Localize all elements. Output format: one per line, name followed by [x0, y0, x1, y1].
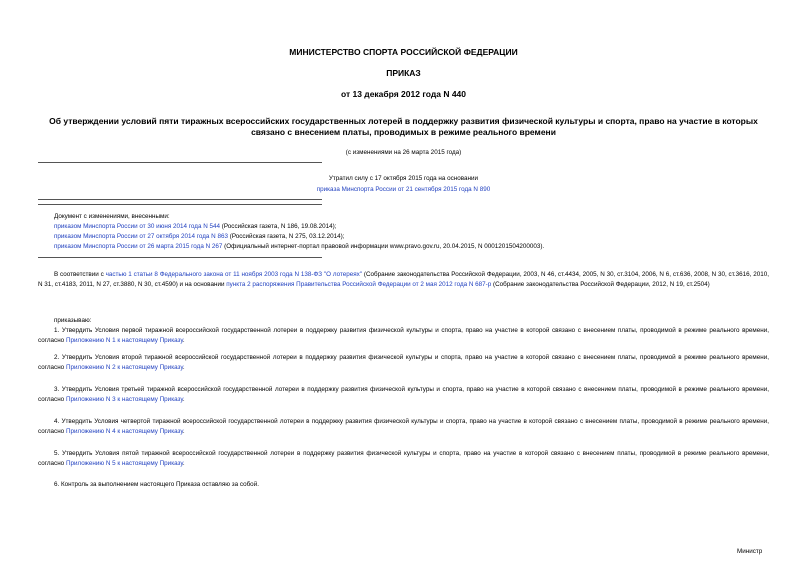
signature-title: Министр — [737, 548, 763, 555]
divider — [38, 199, 322, 200]
change-link[interactable]: приказом Минспорта России от 30 июня 2014 года N 544 — [54, 223, 221, 230]
document-title: Об утверждении условий пяти тиражных всероссийских государственных лотерей в поддержку развития физической культуры и спорта, право на участие в которых связано с внесением платы, проводимых в режиме реального времени — [49, 116, 758, 137]
doc-type-heading: ПРИКАЗ — [386, 68, 421, 78]
change-item: приказом Минспорта России от 27 октября 2014 года N 863 (Российская газета, N 275, 03.12.2014); — [54, 233, 345, 240]
order-item: 2. Утвердить Условия второй тиражной всероссийской государственной лотереи в поддержку развития физической культуры и спорта, право на участие в которой связано с внесением платы, проводимой в режиме реального времени, согласно Приложению N 2 к настоящему Приказу. — [38, 354, 769, 371]
change-item: приказом Минспорта России от 30 июня 2014 года N 544 (Российская газета, N 186, 19.08.2014); — [54, 223, 337, 230]
order-item: 4. Утвердить Условия четвертой тиражной всероссийской государственной лотереи в поддержку развития физической культуры и спорта, право на участие в которой связано с внесением платы, проводимой в режиме реального времени, согласно Приложению N 4 к настоящему Приказу. — [38, 418, 769, 435]
lost-force-link[interactable]: приказа Минспорта России от 21 сентября 2015 года N 890 — [316, 186, 491, 193]
decree-link[interactable]: пункта 2 распоряжения Правительства Российской Федерации от 2 мая 2012 года N 687-р — [226, 280, 492, 288]
change-item: приказом Минспорта России от 26 марта 2015 года N 267 (Официальный интернет-портал правовой информации www.pravo.gov.ru, 20.04.2015, N 0001201504200003). — [54, 243, 545, 250]
order-item: 5. Утвердить Условия пятой тиражной всероссийской государственной лотереи в поддержку развития физической культуры и спорта, право на участие в которой связано с внесением платы, проводимой в режиме реального времени, согласно Приложению N 5 к настоящему Приказу. — [38, 450, 769, 467]
appendix-link[interactable]: Приложению N 4 к настоящему Приказу — [65, 427, 183, 435]
change-link[interactable]: приказом Минспорта России от 26 марта 2015 года N 267 — [54, 243, 223, 250]
law-link[interactable]: частью 1 статьи 8 Федерального закона от 11 ноября 2003 года N 138-ФЗ "О лотереях" — [105, 271, 363, 278]
divider — [38, 257, 322, 258]
change-link[interactable]: приказом Минспорта России от 27 октября 2014 года N 863 — [54, 233, 228, 240]
divider — [38, 162, 322, 163]
lost-force-wrap — [0, 186, 807, 193]
lost-force-text: Утратил силу с 17 октября 2015 года на основании — [328, 175, 479, 182]
order-item: 3. Утвердить Условия третьей тиражной всероссийской государственной лотереи в поддержку развития физической культуры и спорта, право на участие в которой связано с внесением платы, проводимой в режиме реального времени, согласно Приложению N 3 к настоящему Приказу. — [38, 386, 769, 403]
order-item-6: 6. Контроль за выполнением настоящего Приказа оставляю за собой. — [54, 481, 259, 488]
divider — [38, 204, 322, 205]
appendix-link[interactable]: Приложению N 1 к настоящему Приказу — [65, 336, 183, 344]
appendix-link[interactable]: Приложению N 5 к настоящему Приказу — [65, 459, 183, 467]
order-item: 1. Утвердить Условия первой тиражной всероссийской государственной лотереи в поддержку развития физической культуры и спорта, право на участие в которой связано с внесением платы, проводимой в режиме реального времени, согласно Приложению N 1 к настоящему Приказу. — [38, 327, 769, 344]
appendix-link[interactable]: Приложению N 3 к настоящему Приказу — [65, 395, 183, 403]
changes-intro: Документ с изменениями, внесенными: — [54, 213, 170, 220]
doc-date-number: от 13 декабря 2012 года N 440 — [340, 89, 467, 99]
amendments-note: (с изменениями на 26 марта 2015 года) — [345, 149, 462, 156]
order-word: приказываю: — [54, 317, 92, 324]
ministry-heading: МИНИСТЕРСТВО СПОРТА РОССИЙСКОЙ ФЕДЕРАЦИИ — [289, 47, 518, 57]
preamble-paragraph: В соответствии с частью 1 статьи 8 Федерального закона от 11 ноября 2003 года N 138-ФЗ "О лотереях" (Собрание законодательства Российской Федерации, 2003, N 46, ст.4434, 2005, N 30, ст.3104, 2006, N 6, ст.636, 2008, N 30, ст.3616, 2010, N 31, ст.4183, 2011, N 27, ст.3880, N 30, ст.4590) и на основании пункта 2 распоряжения Правительства Российской Федерации от 2 мая 2012 года N 687-р (Собрание законодательства Российской Федерации, 2012, N 19, ст.2504) — [38, 271, 769, 288]
appendix-link[interactable]: Приложению N 2 к настоящему Приказу — [65, 363, 183, 371]
